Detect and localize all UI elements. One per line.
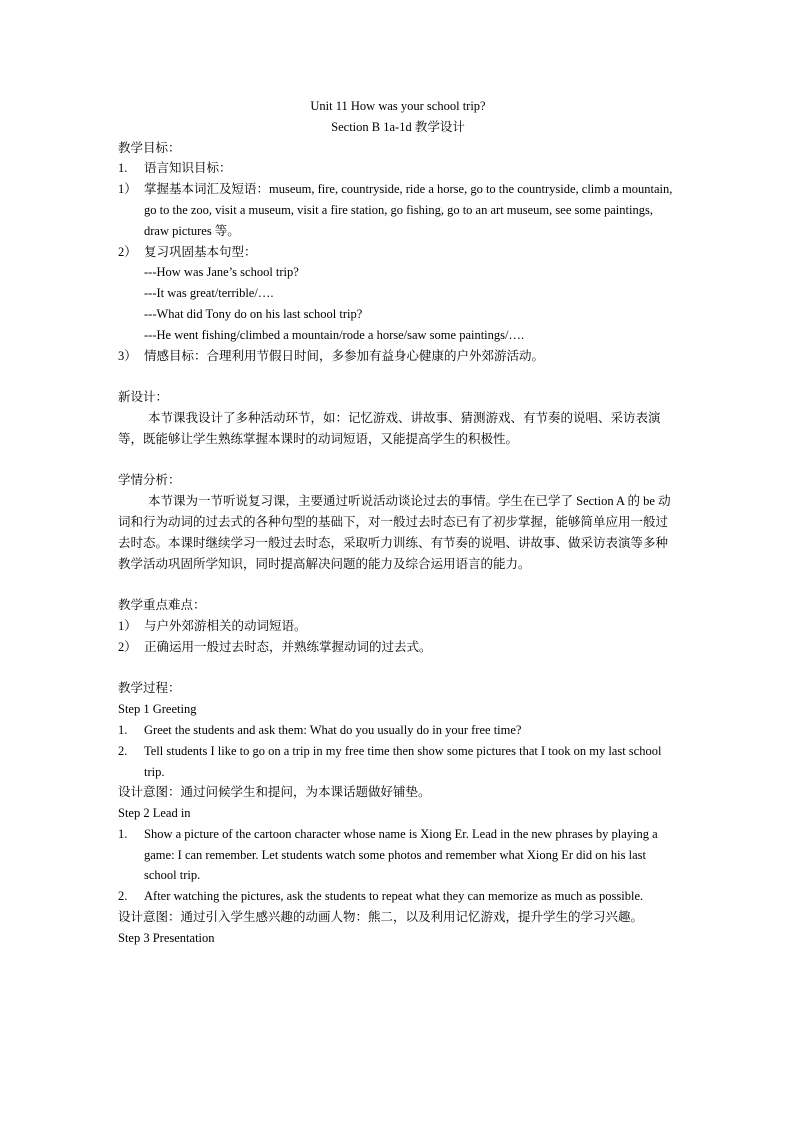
goal-number: 1） (118, 182, 137, 197)
step-heading: Step 2 Lead in (118, 806, 191, 821)
step-number: 2. (118, 889, 128, 904)
goal-item (118, 158, 678, 179)
design-paragraph: 本节课我设计了多种活动环节，如：记忆游戏、讲故事、猜测游戏、有节奏的说唱、采访表演等，既能够让学生熟练掌握本课时的动词短语，又能提高学生的积极性。 (118, 410, 661, 446)
step-number: 1. (118, 722, 128, 737)
step-text: After watching the pictures, ask the students to repeat what they can memorize as much as possible. (144, 889, 644, 904)
goal-text: 掌握基本词汇及短语：museum, fire, countryside, ride a horse, go to the countryside, climb a mountain, go to the zoo, visit a museum, visit a fire station, go fishing, go to an art museum, see some paintings, draw pictures 等。 (144, 182, 673, 238)
key-point-number: 2） (118, 639, 137, 654)
key-point-item (118, 637, 678, 658)
sentence-pattern: ---What did Tony do on his last school trip? (144, 306, 363, 321)
key-points-heading: 教学重点难点： (118, 598, 206, 613)
step-number: 2. (118, 743, 128, 758)
process-heading: 教学过程： (118, 681, 181, 696)
step-text: Tell students I like to go on a trip in my free time then show some pictures that I took on my last school trip. (144, 743, 662, 779)
goal-item (118, 346, 678, 367)
goal-text: 语言知识目标： (144, 161, 232, 176)
key-point-number: 1） (118, 618, 137, 633)
key-point-item (118, 616, 678, 637)
goal-item (118, 179, 678, 241)
step-heading: Step 3 Presentation (118, 930, 215, 945)
key-point-text: 正确运用一般过去时态，并熟练掌握动词的过去式。 (144, 639, 432, 654)
design-heading: 新设计： (118, 390, 169, 405)
step-item (118, 886, 678, 907)
document-content (118, 96, 678, 949)
key-point-text: 与户外郊游相关的动词短语。 (144, 618, 307, 633)
goal-number: 3） (118, 348, 137, 363)
sentence-pattern: ---It was great/terrible/…. (144, 286, 274, 301)
doc-title: Unit 11 How was your school trip? (310, 99, 486, 113)
step-heading: Step 1 Greeting (118, 702, 197, 717)
goal-text: 复习巩固基本句型： (144, 244, 257, 259)
goal-item (118, 242, 678, 263)
design-intent: 设计意图：通过引入学生感兴趣的动画人物：熊二，以及利用记忆游戏，提升学生的学习兴趣。 (118, 910, 644, 925)
design-intent: 设计意图：通过问候学生和提问，为本课话题做好铺垫。 (118, 785, 431, 800)
sentence-pattern: ---How was Jane’s school trip? (144, 265, 299, 280)
goal-text: 情感目标：合理利用节假日时间，多参加有益身心健康的户外郊游活动。 (144, 348, 545, 363)
goal-number: 2） (118, 244, 137, 259)
analysis-paragraph: 本节课为一节听说复习课，主要通过听说活动谈论过去的事情。学生在已学了 Section A 的 be 动词和行为动词的过去式的各种句型的基础下，对一般过去时态已有了初步掌握，能够简单应用一般过去时态。本课时继续学习一般过去时态，采取听力训练、有节奏的说唱、讲故事、做采访表演等多种教学活动巩固所学知识，同时提高解决问题的能力及综合运用语言的能力。 (118, 494, 671, 571)
step-text: Greet the students and ask them: What do you usually do in your free time? (144, 722, 522, 737)
goal-number: 1. (118, 161, 128, 176)
step-item (118, 741, 678, 783)
doc-subtitle: Section B 1a-1d 教学设计 (331, 119, 465, 134)
analysis-heading: 学情分析： (118, 473, 181, 488)
step-number: 1. (118, 826, 128, 841)
step-text: Show a picture of the cartoon character whose name is Xiong Er. Lead in the new phrases by playing a game: I can remember. Let students watch some photos and remember what Xiong Er did on his last school trip. (144, 826, 658, 883)
step-item (118, 824, 678, 886)
sentence-pattern: ---He went fishing/climbed a mountain/rode a horse/saw some paintings/…. (144, 327, 525, 342)
goals-heading: 教学目标： (118, 140, 181, 155)
step-item (118, 720, 678, 741)
